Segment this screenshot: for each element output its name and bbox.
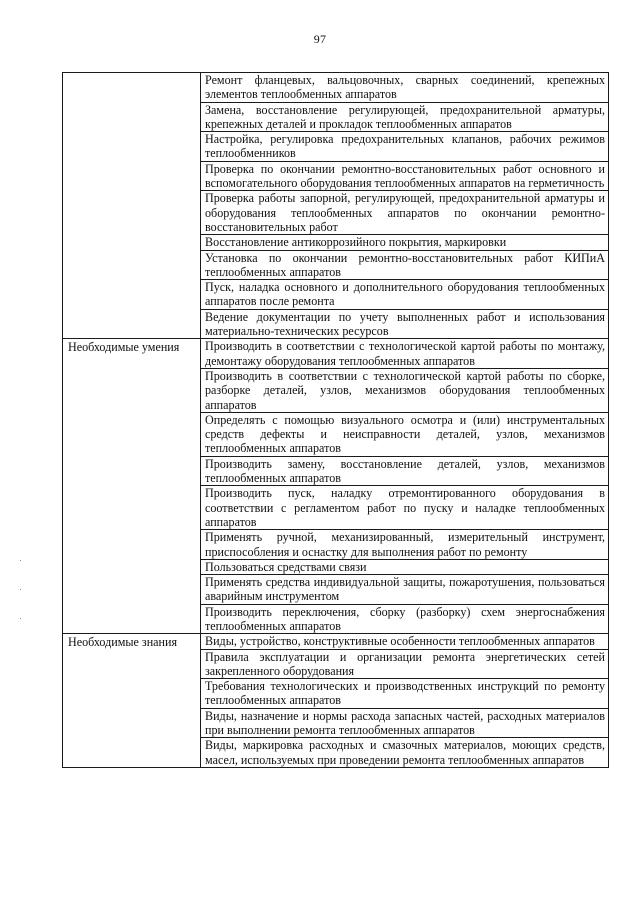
requirement-item: Восстановление антикоррозийного покрытия, маркировки — [201, 235, 609, 250]
requirement-item: Замена, восстановление регулирующей, предохранительной арматуры, крепежных деталей и прокладок теплообменных аппаратов — [201, 102, 609, 132]
requirement-item: Производить замену, восстановление деталей, узлов, механизмов теплообменных аппаратов — [201, 456, 609, 486]
requirement-item: Виды, назначение и нормы расхода запасных частей, расходных материалов при выполнении ремонта теплообменных аппаратов — [201, 708, 609, 738]
requirement-item: Ремонт фланцевых, вальцовочных, сварных соединений, крепежных элементов теплообменных аппаратов — [201, 73, 609, 103]
requirement-item: Применять ручной, механизированный, измерительный инструмент, приспособления и оснастку для выполнения работ по ремонту — [201, 530, 609, 560]
section-label: Необходимые знания — [63, 634, 201, 768]
section-label: Необходимые умения — [63, 339, 201, 634]
requirement-item: Проверка работы запорной, регулирующей, предохранительной арматуры и оборудования теплообменных аппаратов по окончании ремонтно-восстановительных работ — [201, 191, 609, 235]
table-row — [63, 339, 609, 369]
table-row — [63, 634, 609, 649]
requirement-item: Пуск, наладка основного и дополнительного оборудования теплообменных аппаратов после ремонта — [201, 280, 609, 310]
scan-dot — [20, 589, 21, 590]
requirement-item: Установка по окончании ремонтно-восстановительных работ КИПиА теплообменных аппаратов — [201, 250, 609, 280]
requirement-item: Виды, маркировка расходных и смазочных материалов, моющих средств, масел, используемых при проведении ремонта теплообменных аппаратов — [201, 738, 609, 768]
requirement-item: Ведение документации по учету выполненных работ и использования материально-технических ресурсов — [201, 309, 609, 339]
requirement-item: Производить в соответствии с технологической картой работы по сборке, разборке деталей, узлов, механизмов оборудования теплообменных аппаратов — [201, 368, 609, 412]
requirement-item: Правила эксплуатации и организации ремонта энергетических сетей закрепленного оборудования — [201, 649, 609, 679]
section-label — [63, 73, 201, 339]
scan-dot — [20, 618, 21, 619]
requirements-table-body — [63, 73, 609, 768]
requirement-item: Проверка по окончании ремонтно-восстановительных работ основного и вспомогательного оборудования теплообменных аппаратов на герметичность — [201, 161, 609, 191]
requirement-item: Производить переключения, сборку (разборку) схем энергоснабжения теплообменных аппаратов — [201, 604, 609, 634]
requirement-item: Виды, устройство, конструктивные особенности теплообменных аппаратов — [201, 634, 609, 649]
page-number: 97 — [313, 32, 327, 46]
scan-dot — [20, 560, 21, 561]
requirements-table — [62, 72, 609, 768]
scan-margin-marks — [20, 560, 24, 680]
table-row — [63, 73, 609, 103]
requirement-item: Требования технологических и производственных инструкций по ремонту теплообменных аппаратов — [201, 679, 609, 709]
requirement-item: Производить пуск, наладку отремонтированного оборудования в соответствии с регламентом работ по пуску и наладке теплообменных аппаратов — [201, 486, 609, 530]
requirement-item: Применять средства индивидуальной защиты, пожаротушения, пользоваться аварийным инструментом — [201, 575, 609, 605]
requirement-item: Настройка, регулировка предохранительных клапанов, рабочих режимов теплообменников — [201, 132, 609, 162]
requirement-item: Определять с помощью визуального осмотра и (или) инструментальных средств дефекты и неисправности деталей, узлов, механизмов теплообменных аппаратов — [201, 412, 609, 456]
requirement-item: Производить в соответствии с технологической картой работы по монтажу, демонтажу оборудования теплообменных аппаратов — [201, 339, 609, 369]
requirement-item: Пользоваться средствами связи — [201, 559, 609, 574]
